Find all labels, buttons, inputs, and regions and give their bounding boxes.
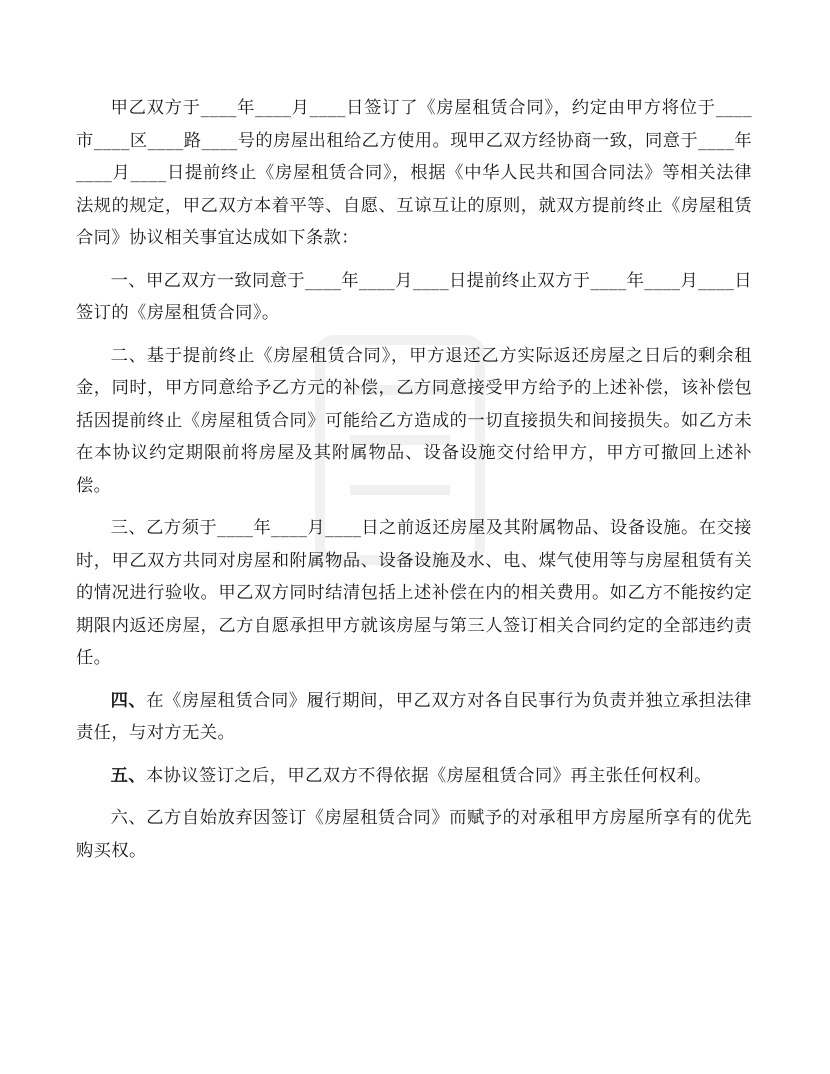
- paragraph-text: 乙方自始放弃因签订《房屋租赁合同》而赋予的对承租甲方房屋所享有的优先购买权。: [76, 808, 752, 861]
- paragraph-text: 在《房屋租赁合同》履行期间，甲乙双方对各自民事行为负责并独立承担法律责任，与对方无关。: [76, 690, 752, 743]
- clause-6-paragraph: [76, 802, 752, 867]
- paragraph-text: 甲乙双方一致同意于____年____月____日提前终止双方于____年____月____日签订的《房屋租赁合同》。: [76, 270, 752, 323]
- clause-number: 四、: [110, 690, 147, 711]
- clause-3-paragraph: [76, 512, 752, 675]
- paragraph-text: 本协议签订之后，甲乙双方不得依据《房屋租赁合同》再主张任何权利。: [145, 765, 712, 786]
- intro-paragraph: [76, 92, 752, 255]
- paragraph-text: 基于提前终止《房屋租赁合同》，甲方退还乙方实际返还房屋之日后的剩余租金，同时，甲方同意给予乙方元的补偿，乙方同意接受甲方给予的上述补偿，该补偿包括因提前终止《房屋租赁合同》可能给乙方造成的一切直接损失和间接损失。如乙方未在本协议约定期限前将房屋及其附属物品、设备设施交付给甲方，甲方可撤回上述补偿。: [76, 345, 752, 496]
- clause-4-paragraph: [76, 685, 752, 750]
- paragraph-text: 乙方须于____年____月____日之前返还房屋及其附属物品、设备设施。在交接时，甲乙双方共同对房屋和附属物品、设备设施及水、电、煤气使用等与房屋租赁有关的情况进行验收。甲乙双方同时结清包括上述补偿在内的相关费用。如乙方不能按约定期限内返还房屋，乙方自愿承担甲方就该房屋与第三人签订相关合同约定的全部违约责任。: [76, 518, 752, 668]
- clause-number: 五、: [110, 765, 146, 786]
- paragraph-text: 甲乙双方于____年____月____日签订了《房屋租赁合同》，约定由甲方将位于____市____区____路____号的房屋出租给乙方使用。现甲乙双方经协商一致，同意于____年____月____日提前终止《房屋租赁合同》，根据《中华人民共和国合同法》等相关法律法规的规定，甲乙双方本着平等、自愿、互谅互让的原则，就双方提前终止《房屋租赁合同》协议相关事宜达成如下条款：: [76, 98, 752, 248]
- clause-2-paragraph: [76, 340, 752, 503]
- clause-number: 三、: [110, 518, 147, 538]
- clause-number: 一、: [110, 270, 146, 291]
- clause-number: 二、: [110, 345, 147, 366]
- clause-number: 六、: [110, 808, 147, 828]
- clause-5-paragraph: [76, 760, 752, 793]
- clause-1-paragraph: [76, 265, 752, 330]
